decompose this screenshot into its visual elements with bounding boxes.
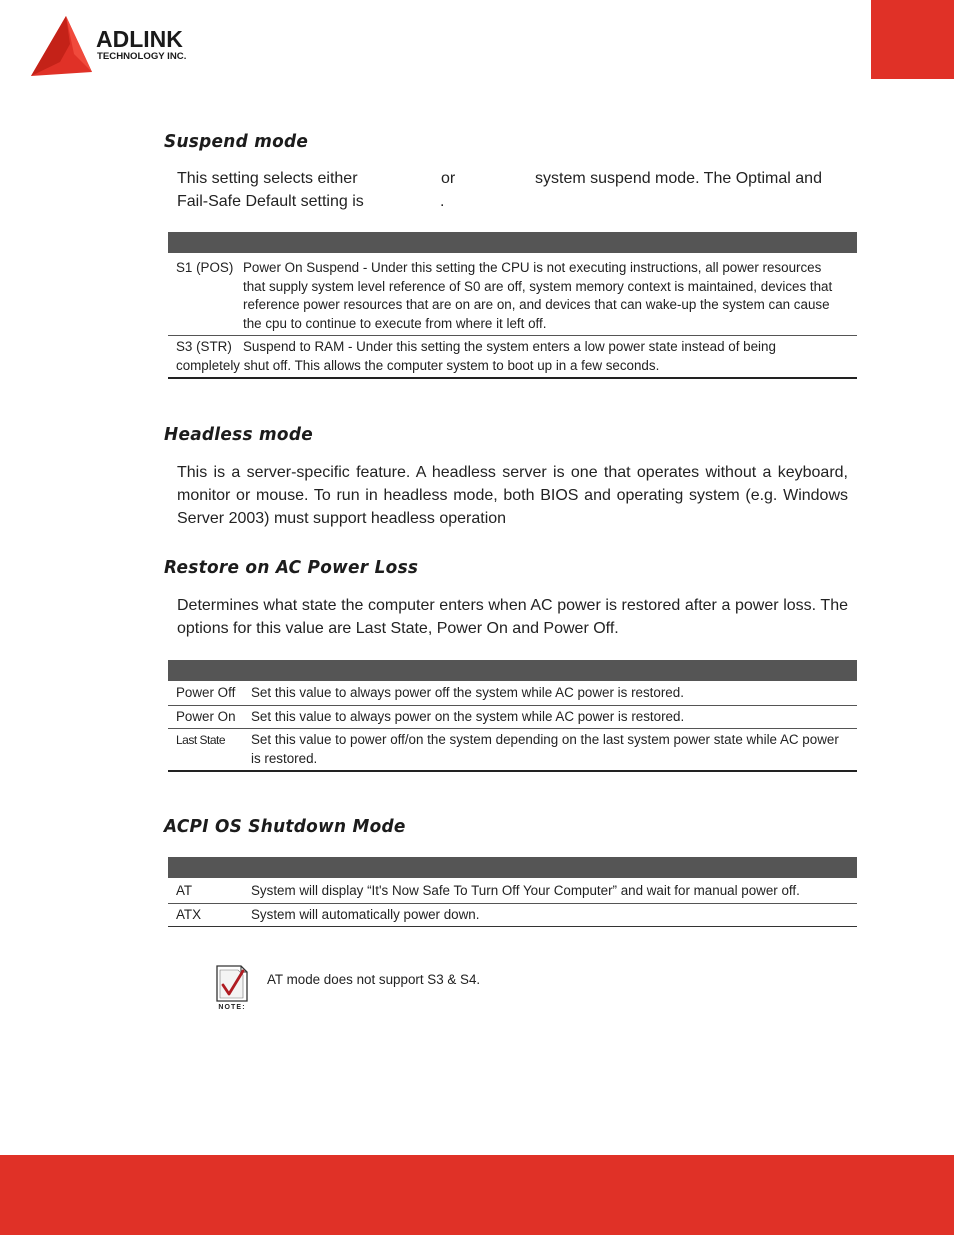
table-row <box>168 336 857 379</box>
table-header <box>168 857 857 878</box>
brand-tagline: TECHNOLOGY INC. <box>97 51 187 62</box>
table-row <box>168 878 857 904</box>
table-header <box>168 232 857 253</box>
footer-bar <box>0 1155 954 1235</box>
table-header <box>168 660 857 681</box>
suspend-text-1c: system suspend mode. The Optimal and <box>535 170 822 187</box>
row-desc-first: Suspend to RAM - Under this setting the system enters a low power state instead of being <box>243 339 776 354</box>
table-row <box>168 681 857 706</box>
restore-ac-table <box>168 660 857 772</box>
suspend-mode-intro <box>177 167 837 213</box>
row-desc: Set this value to always power on the system while AC power is restored. <box>251 708 685 724</box>
brand-name: ADLINK <box>96 26 183 52</box>
row-desc-rest: completely shut off. This allows the computer system to boot up in a few seconds. <box>176 357 660 373</box>
row-desc: System will display “It's Now Safe To Turn Off Your Computer” and wait for manual power off. <box>251 883 800 898</box>
table-row <box>168 729 857 772</box>
suspend-text-1a: This setting selects either <box>177 170 358 187</box>
suspend-text-1b: or <box>441 170 456 187</box>
row-desc: Power On Suspend - Under this setting the CPU is not executing instructions, all power resources that supply system level reference of S0 are off, system memory context is maintained, devices that reference power resources that are on are on, and devices that can wake-up the system can cause the cpu to continue to execute from where it left off. <box>243 260 833 331</box>
table-row <box>168 253 857 336</box>
corner-tab <box>871 0 954 79</box>
suspend-text-2a: Fail-Safe Default setting is <box>177 193 364 210</box>
table-row <box>168 904 857 928</box>
row-desc: Set this value to power off/on the system depending on the last system power state while AC power is restored. <box>251 732 839 766</box>
table-row <box>168 706 857 730</box>
note-checkmark-icon <box>214 963 250 1011</box>
headless-mode-heading: Headless mode <box>164 424 313 445</box>
restore-ac-heading: Restore on AC Power Loss <box>164 557 419 578</box>
restore-ac-body: Determines what state the computer enters when AC power is restored after a power loss. The options for this value are Last State, Power On and Power Off. <box>177 597 848 637</box>
row-key: S3 (STR) <box>176 339 232 354</box>
row-key: ATX <box>176 906 202 922</box>
row-key: Power Off <box>176 685 236 700</box>
note-text: AT mode does not support S3 & S4. <box>267 972 481 987</box>
row-key: Last State <box>176 733 226 747</box>
note-label: NOTE: <box>218 1004 246 1011</box>
row-key: AT <box>176 883 193 898</box>
row-key: S1 (POS) <box>176 260 234 275</box>
acpi-shutdown-heading: ACPI OS Shutdown Mode <box>164 816 406 837</box>
suspend-text-2b: . <box>440 193 445 210</box>
suspend-mode-heading: Suspend mode <box>164 131 309 152</box>
row-desc: System will automatically power down. <box>251 906 480 922</box>
row-desc: Set this value to always power off the system while AC power is restored. <box>251 685 684 700</box>
headless-mode-body: This is a server-specific feature. A headless server is one that operates without a keyboard, monitor or mouse. To run in headless mode, both BIOS and operating system (e.g. Windows Server 2003) must support headless operation <box>177 464 848 527</box>
suspend-mode-table <box>168 232 857 379</box>
adlink-logo <box>30 14 230 78</box>
acpi-shutdown-table <box>168 857 857 927</box>
row-key: Power On <box>176 708 236 724</box>
